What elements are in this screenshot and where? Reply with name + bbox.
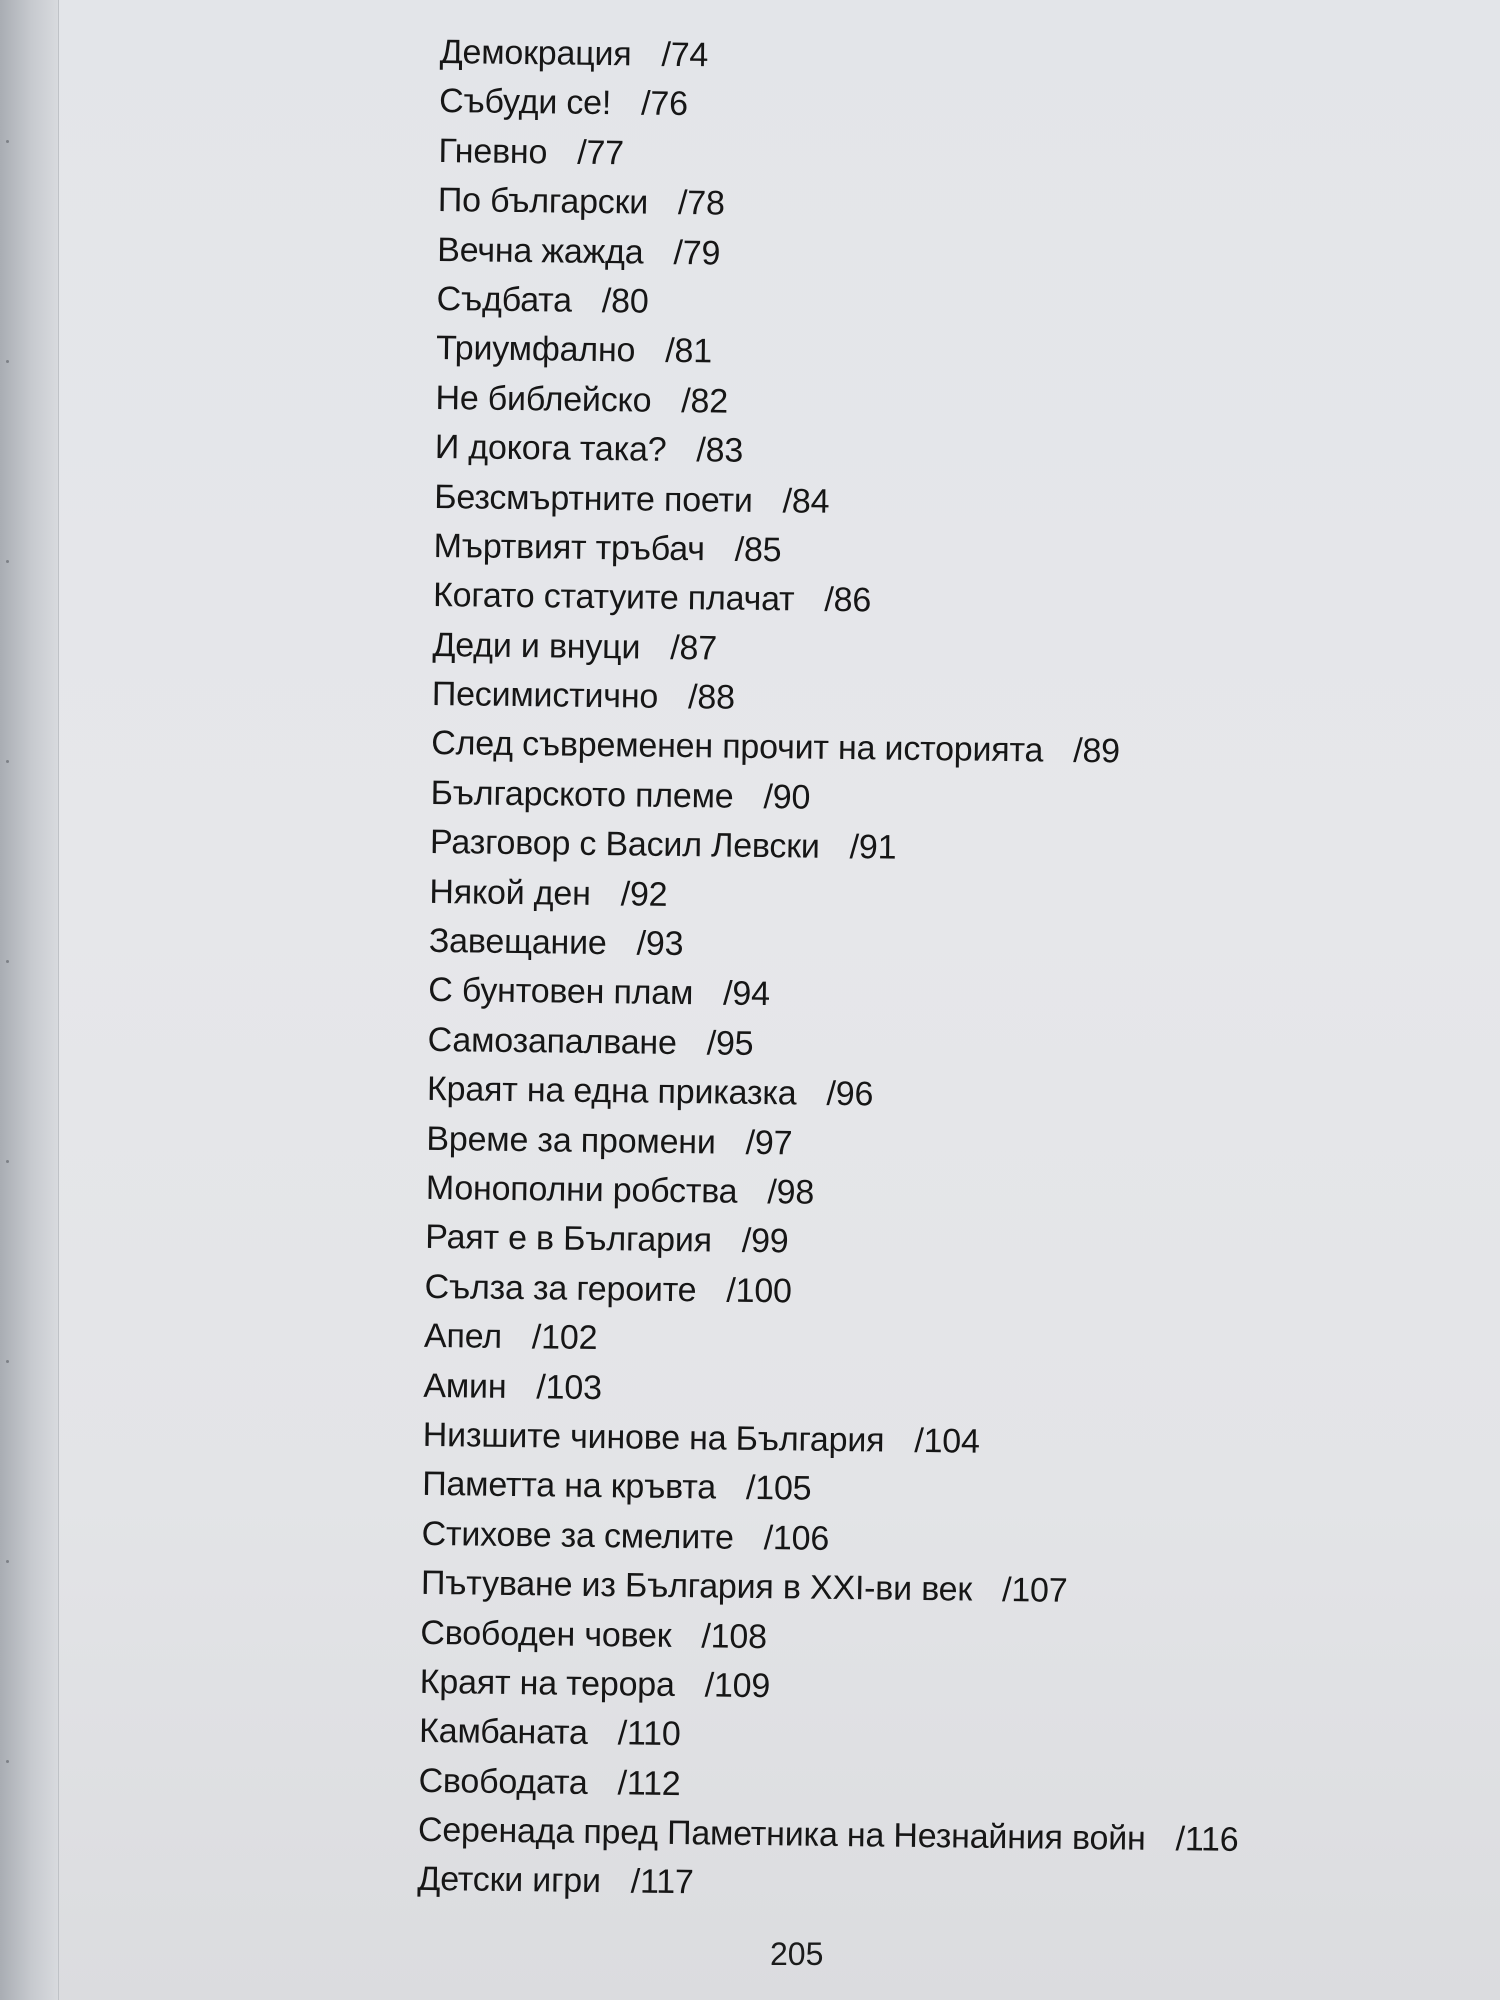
toc-entry-title: Детски игри <box>417 1860 602 1901</box>
toc-entry-page: /98 <box>767 1173 815 1212</box>
toc-entry-title: Апел <box>423 1317 503 1357</box>
table-of-contents <box>417 28 1420 1917</box>
toc-entry-page: /82 <box>681 381 729 421</box>
toc-entry-title: По български <box>437 181 649 222</box>
toc-entry-title: Самозапалване <box>427 1020 677 1062</box>
toc-entry-page: /80 <box>601 281 649 321</box>
toc-entry-title: Песимистично <box>431 675 659 716</box>
stitch-mark <box>6 1360 9 1363</box>
toc-entry-page: /85 <box>734 530 782 570</box>
toc-entry-page: /105 <box>745 1469 812 1508</box>
toc-entry-page: /100 <box>726 1271 793 1311</box>
stitch-mark <box>6 560 9 563</box>
toc-entry-page: /91 <box>849 828 897 867</box>
toc-entry-page: /108 <box>701 1616 768 1656</box>
toc-entry-page: /87 <box>670 628 718 668</box>
toc-entry-title: Време за промени <box>426 1119 716 1162</box>
toc-entry-title: Разговор с Васил Левски <box>429 823 820 866</box>
toc-entry-title: Съдбата <box>436 279 573 320</box>
toc-entry-title: Завещание <box>428 921 607 963</box>
toc-entry-title: Не библейско <box>435 378 652 420</box>
toc-entry-title: Краят на терора <box>419 1662 675 1704</box>
toc-entry-title: Паметта на кръвта <box>421 1465 717 1507</box>
toc-entry-page: /90 <box>763 777 811 817</box>
toc-entry-page: /112 <box>617 1763 681 1803</box>
toc-entry-page: /79 <box>673 233 721 273</box>
toc-entry-page: /92 <box>620 874 668 914</box>
toc-entry-title: Камбаната <box>418 1712 588 1753</box>
stitch-mark <box>6 140 9 143</box>
toc-entry-title: Българското племе <box>430 773 734 816</box>
toc-entry-title: Краят на една приказка <box>426 1070 797 1113</box>
toc-entry-page: /88 <box>687 678 736 717</box>
toc-entry-page: /96 <box>826 1075 874 1114</box>
toc-entry-title: Сълза за героите <box>424 1267 697 1309</box>
toc-entry <box>417 1855 1398 1916</box>
toc-entry-title: Пътуване из България в XXI-ви век <box>420 1563 973 1609</box>
toc-entry-title: Гневно <box>438 131 548 172</box>
toc-entry-title: Вечна жажда <box>437 230 644 272</box>
toc-entry-title: Събуди се! <box>438 82 612 123</box>
stitch-mark <box>6 960 9 963</box>
toc-entry-page: /83 <box>696 431 744 470</box>
stitch-mark <box>6 760 9 763</box>
toc-entry-page: /76 <box>640 84 689 124</box>
toc-entry-page: /93 <box>636 924 684 964</box>
toc-entry-title: Триумфално <box>435 329 636 370</box>
toc-entry-page: /81 <box>665 332 713 371</box>
toc-entry-page: /99 <box>741 1222 789 1261</box>
toc-entry-title: И докога така? <box>434 428 667 469</box>
toc-entry-page: /110 <box>617 1714 681 1754</box>
toc-entry-page: /77 <box>577 133 625 173</box>
stitch-mark <box>6 1560 9 1563</box>
toc-entry-page: /102 <box>531 1318 598 1358</box>
toc-entry-title: Раят е в България <box>424 1218 713 1260</box>
toc-entry-title: Когато статуите плачат <box>432 576 795 619</box>
toc-entry-page: /104 <box>914 1421 980 1461</box>
toc-entry-page: /117 <box>630 1862 694 1902</box>
toc-entry-page: /89 <box>1072 732 1121 771</box>
toc-entry-title: Свободата <box>418 1761 588 1802</box>
page-number: 205 <box>770 1936 824 1972</box>
toc-entry-title: Безсмъртните поети <box>434 477 753 520</box>
toc-entry-title: Свободен човек <box>420 1613 672 1655</box>
toc-entry-title: След съвременен прочит на историята <box>431 724 1044 770</box>
toc-entry-title: Низшите чинове на България <box>422 1415 885 1460</box>
stitch-mark <box>6 1160 9 1163</box>
toc-entry-title: Амин <box>423 1366 507 1406</box>
toc-entry-title: Демокрация <box>439 32 632 74</box>
toc-entry-page: /116 <box>1175 1820 1239 1859</box>
toc-entry-title: Монополни робства <box>425 1168 738 1211</box>
toc-entry-title: Мъртвият тръбач <box>433 526 705 569</box>
toc-entry-title: Деди и внуци <box>432 625 641 667</box>
toc-entry-page: /107 <box>1001 1571 1068 1610</box>
stitch-mark <box>6 360 9 363</box>
book-spine <box>0 0 59 2000</box>
toc-entry-page: /109 <box>704 1666 771 1706</box>
toc-entry-page: /103 <box>536 1367 603 1407</box>
toc-entry-page: /97 <box>745 1123 793 1162</box>
toc-entry-page: /74 <box>661 35 709 75</box>
toc-entry-page: /94 <box>722 974 771 1014</box>
stitch-mark <box>6 1760 9 1763</box>
toc-entry-title: Серенада пред Паметника на Незнайния войн <box>417 1810 1146 1858</box>
toc-entry-title: С бунтовен плам <box>428 971 694 1013</box>
toc-entry-page: /95 <box>706 1024 754 1063</box>
toc-entry-page: /78 <box>677 184 725 223</box>
toc-entry-title: Стихове за смелите <box>421 1514 734 1557</box>
toc-entry-page: /86 <box>824 581 872 620</box>
toc-entry-title: Някой ден <box>429 872 591 913</box>
toc-entry-page: /84 <box>782 481 830 521</box>
toc-entry-page: /106 <box>763 1518 830 1558</box>
